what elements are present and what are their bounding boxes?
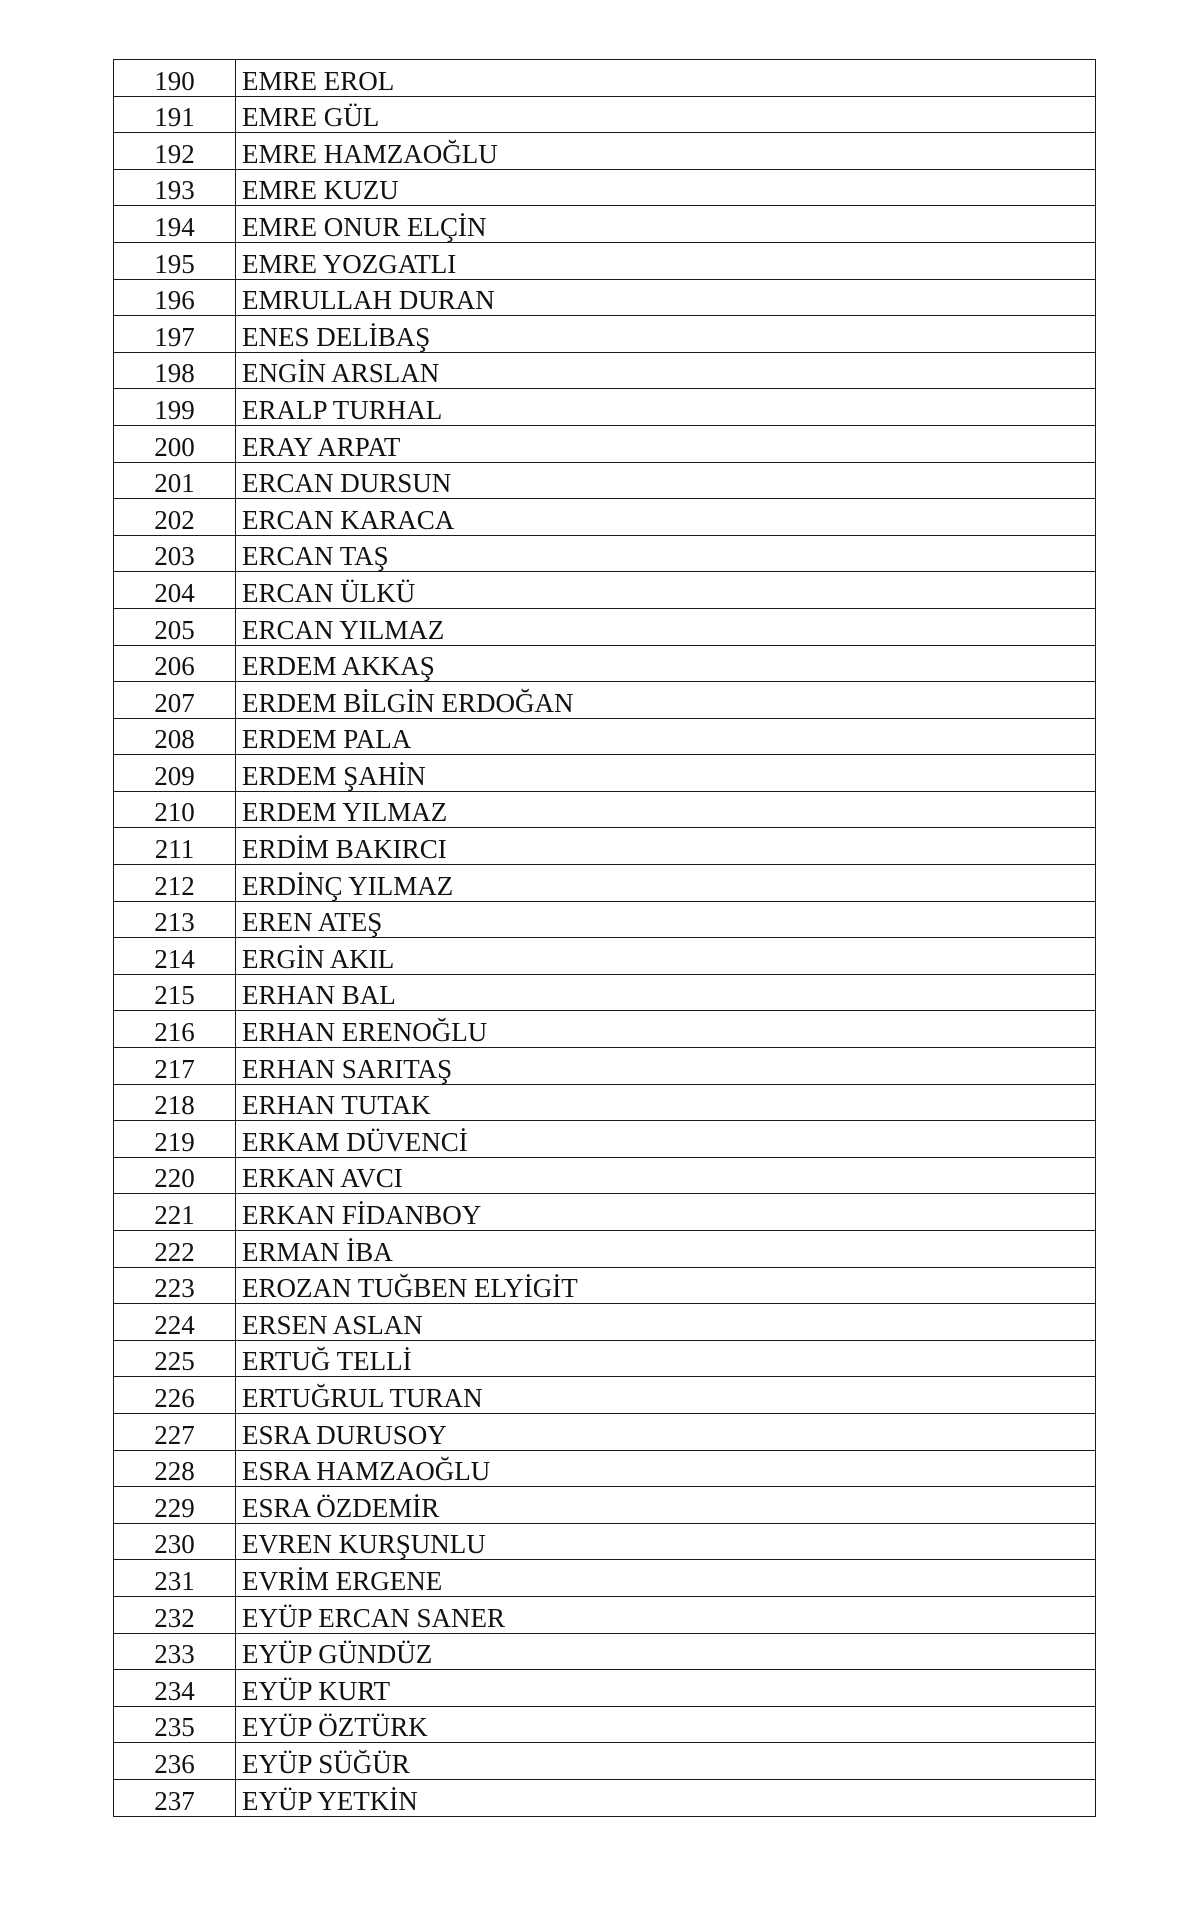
row-number: 190 (114, 60, 236, 97)
table-row (114, 279, 1096, 316)
person-name: ERTUĞRUL TURAN (236, 1377, 1096, 1414)
table-row (114, 1048, 1096, 1085)
row-number: 216 (114, 1011, 236, 1048)
table-row (114, 1560, 1096, 1597)
row-number: 233 (114, 1633, 236, 1670)
person-name: EYÜP ERCAN SANER (236, 1596, 1096, 1633)
table-row (114, 425, 1096, 462)
row-number: 230 (114, 1523, 236, 1560)
row-number: 201 (114, 462, 236, 499)
table-row (114, 608, 1096, 645)
table-row (114, 1523, 1096, 1560)
row-number: 210 (114, 791, 236, 828)
table-row (114, 206, 1096, 243)
table-row (114, 1231, 1096, 1268)
person-name: ERKAM DÜVENCİ (236, 1121, 1096, 1158)
table-row (114, 865, 1096, 902)
table-row (114, 1743, 1096, 1780)
row-number: 211 (114, 828, 236, 865)
row-number: 227 (114, 1413, 236, 1450)
person-name: EMRE HAMZAOĞLU (236, 133, 1096, 170)
person-name: EVRİM ERGENE (236, 1560, 1096, 1597)
person-name: ERCAN YILMAZ (236, 608, 1096, 645)
row-number: 212 (114, 865, 236, 902)
table-row (114, 572, 1096, 609)
table-row (114, 1121, 1096, 1158)
person-name: ESRA DURUSOY (236, 1413, 1096, 1450)
row-number: 226 (114, 1377, 236, 1414)
table-row (114, 1413, 1096, 1450)
table-row (114, 1157, 1096, 1194)
person-name: ESRA ÖZDEMİR (236, 1487, 1096, 1524)
row-number: 228 (114, 1450, 236, 1487)
person-name: ERDİNÇ YILMAZ (236, 865, 1096, 902)
person-name: ERDİM BAKIRCI (236, 828, 1096, 865)
row-number: 235 (114, 1706, 236, 1743)
person-name: EROZAN TUĞBEN ELYİGİT (236, 1267, 1096, 1304)
person-name: ERDEM ŞAHİN (236, 755, 1096, 792)
row-number: 220 (114, 1157, 236, 1194)
table-row (114, 389, 1096, 426)
table-row (114, 352, 1096, 389)
row-number: 221 (114, 1194, 236, 1231)
person-name: EMRE ONUR ELÇİN (236, 206, 1096, 243)
person-name: ERKAN FİDANBOY (236, 1194, 1096, 1231)
name-list-body (114, 60, 1096, 1817)
person-name: ERCAN ÜLKÜ (236, 572, 1096, 609)
row-number: 237 (114, 1779, 236, 1816)
row-number: 229 (114, 1487, 236, 1524)
table-row (114, 1450, 1096, 1487)
person-name: ERTUĞ TELLİ (236, 1340, 1096, 1377)
row-number: 231 (114, 1560, 236, 1597)
person-name: ERDEM AKKAŞ (236, 645, 1096, 682)
person-name: ERSEN ASLAN (236, 1304, 1096, 1341)
person-name: ERCAN DURSUN (236, 462, 1096, 499)
table-row (114, 791, 1096, 828)
table-row (114, 1011, 1096, 1048)
table-row (114, 535, 1096, 572)
row-number: 225 (114, 1340, 236, 1377)
table-row (114, 316, 1096, 353)
table-row (114, 901, 1096, 938)
table-row (114, 1779, 1096, 1816)
person-name: ERCAN KARACA (236, 499, 1096, 536)
row-number: 234 (114, 1670, 236, 1707)
table-row (114, 828, 1096, 865)
row-number: 215 (114, 974, 236, 1011)
row-number: 222 (114, 1231, 236, 1268)
row-number: 197 (114, 316, 236, 353)
table-row (114, 60, 1096, 97)
table-row (114, 96, 1096, 133)
table-row (114, 1340, 1096, 1377)
table-row (114, 1267, 1096, 1304)
row-number: 205 (114, 608, 236, 645)
row-number: 200 (114, 425, 236, 462)
row-number: 198 (114, 352, 236, 389)
row-number: 191 (114, 96, 236, 133)
row-number: 202 (114, 499, 236, 536)
person-name: EMRE KUZU (236, 169, 1096, 206)
person-name: ERDEM BİLGİN ERDOĞAN (236, 682, 1096, 719)
person-name: EYÜP GÜNDÜZ (236, 1633, 1096, 1670)
row-number: 199 (114, 389, 236, 426)
row-number: 194 (114, 206, 236, 243)
row-number: 219 (114, 1121, 236, 1158)
table-row (114, 682, 1096, 719)
table-row (114, 133, 1096, 170)
row-number: 236 (114, 1743, 236, 1780)
table-row (114, 1084, 1096, 1121)
person-name: ERDEM PALA (236, 718, 1096, 755)
row-number: 192 (114, 133, 236, 170)
table-row (114, 974, 1096, 1011)
row-number: 193 (114, 169, 236, 206)
table-row (114, 1596, 1096, 1633)
person-name: ERALP TURHAL (236, 389, 1096, 426)
row-number: 232 (114, 1596, 236, 1633)
row-number: 208 (114, 718, 236, 755)
person-name: EYÜP YETKİN (236, 1779, 1096, 1816)
table-row (114, 755, 1096, 792)
person-name: ERKAN AVCI (236, 1157, 1096, 1194)
person-name: EVREN KURŞUNLU (236, 1523, 1096, 1560)
table-row (114, 645, 1096, 682)
table-row (114, 499, 1096, 536)
person-name: EYÜP ÖZTÜRK (236, 1706, 1096, 1743)
person-name: ERHAN TUTAK (236, 1084, 1096, 1121)
person-name: EMRE EROL (236, 60, 1096, 97)
person-name: EREN ATEŞ (236, 901, 1096, 938)
table-row (114, 1706, 1096, 1743)
person-name: ERAY ARPAT (236, 425, 1096, 462)
row-number: 224 (114, 1304, 236, 1341)
person-name: EMRE YOZGATLI (236, 242, 1096, 279)
row-number: 195 (114, 242, 236, 279)
row-number: 214 (114, 938, 236, 975)
person-name: EYÜP SÜĞÜR (236, 1743, 1096, 1780)
row-number: 204 (114, 572, 236, 609)
table-row (114, 1304, 1096, 1341)
row-number: 213 (114, 901, 236, 938)
person-name: ERHAN ERENOĞLU (236, 1011, 1096, 1048)
table-row (114, 938, 1096, 975)
row-number: 209 (114, 755, 236, 792)
person-name: ERHAN BAL (236, 974, 1096, 1011)
row-number: 217 (114, 1048, 236, 1085)
person-name: ERMAN İBA (236, 1231, 1096, 1268)
table-row (114, 242, 1096, 279)
person-name: ENES DELİBAŞ (236, 316, 1096, 353)
row-number: 223 (114, 1267, 236, 1304)
table-row (114, 718, 1096, 755)
table-row (114, 1487, 1096, 1524)
table-row (114, 169, 1096, 206)
person-name: ERCAN TAŞ (236, 535, 1096, 572)
row-number: 196 (114, 279, 236, 316)
table-row (114, 1194, 1096, 1231)
table-row (114, 1633, 1096, 1670)
name-list-table (113, 59, 1096, 1817)
row-number: 206 (114, 645, 236, 682)
person-name: ESRA HAMZAOĞLU (236, 1450, 1096, 1487)
table-row (114, 1377, 1096, 1414)
person-name: ERHAN SARITAŞ (236, 1048, 1096, 1085)
person-name: ERGİN AKIL (236, 938, 1096, 975)
table-row (114, 462, 1096, 499)
row-number: 203 (114, 535, 236, 572)
person-name: EYÜP KURT (236, 1670, 1096, 1707)
person-name: ERDEM YILMAZ (236, 791, 1096, 828)
table-row (114, 1670, 1096, 1707)
row-number: 207 (114, 682, 236, 719)
person-name: EMRULLAH DURAN (236, 279, 1096, 316)
person-name: ENGİN ARSLAN (236, 352, 1096, 389)
row-number: 218 (114, 1084, 236, 1121)
person-name: EMRE GÜL (236, 96, 1096, 133)
